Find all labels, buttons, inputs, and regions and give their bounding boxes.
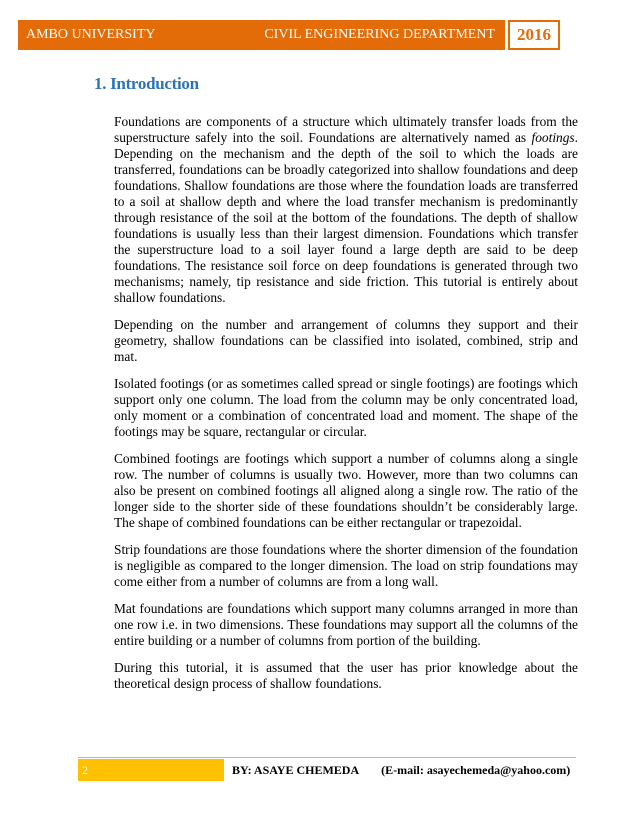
page-number: 2 — [78, 759, 224, 781]
page-footer — [78, 757, 576, 782]
header-department: CIVIL ENGINEERING DEPARTMENT — [264, 27, 495, 42]
paragraph-2: Depending on the number and arrangement of columns they support and their geometry, shallow foundations can be classified into isolated, combined, strip and mat. — [114, 317, 578, 364]
header-university: AMBO UNIVERSITY — [26, 27, 156, 42]
footer-author: BY: ASAYE CHEMEDA — [232, 762, 360, 777]
header-bar — [18, 20, 508, 50]
paragraph-4: Combined footings are footings which support a number of columns along a single row. The number of columns is usually two. However, more than two columns can also be present on combined footings all aligned along a single row. The ratio of the longer side to the shorter side of these foundations shouldn’t be considerably large. The shape of combined foundations can be either rectangular or trapezoidal. — [114, 451, 578, 530]
paragraph-3: Isolated footings (or as sometimes called spread or single footings) are footings which support only one column. The load from the column may be only concentrated load, only moment or a combination of concentrated load and moment. The shape of the footings may be square, rectangular or circular. — [114, 376, 578, 439]
paragraph-1-part-b: . Depending on the mechanism and the depth of the soil to which the loads are transferred, foundations can be broadly categorized into shallow foundations and deep foundations. Shallow foundations are those where the foundation loads are transferred to a soil at shallow depth and where the load transfer mechanism is predominantly through resistance of the soil at the bottom of the foundations. The depth of shallow foundations is usually less than their largest dimension. Foundations which transfer the superstructure load to a soil layer found a large depth are said to be deep foundations. The resistance soil force on deep foundations is generated through two mechanisms; namely, tip resistance and side friction. This tutorial is entirely about shallow foundations. — [114, 130, 578, 305]
paragraph-1 — [114, 114, 578, 306]
section-title: 1. Introduction — [94, 74, 199, 93]
footer-email: (E-mail: asayechemeda@yahoo.com) — [381, 762, 571, 777]
paragraph-5: Strip foundations are those foundations where the shorter dimension of the foundation is negligible as compared to the longer dimension. The load on strip foundations may come either from a number of columns are from a long wall. — [114, 542, 578, 589]
footer-credits — [224, 763, 576, 778]
paragraph-1-emphasis: footings — [531, 130, 575, 145]
body-text — [114, 114, 578, 703]
paragraph-6: Mat foundations are foundations which support many columns arranged in more than one row i.e. in two dimensions. These foundations may support all the columns of the entire building or a number of columns from portion of the building. — [114, 601, 578, 648]
paragraph-1-part-a: Foundations are components of a structure which ultimately transfer loads from the superstructure safely into the soil. Foundations are alternatively named as — [114, 114, 578, 145]
header-year: 2016 — [508, 20, 560, 50]
page-header — [18, 20, 560, 50]
paragraph-7: During this tutorial, it is assumed that the user has prior knowledge about the theoretical design process of shallow foundations. — [114, 660, 578, 691]
